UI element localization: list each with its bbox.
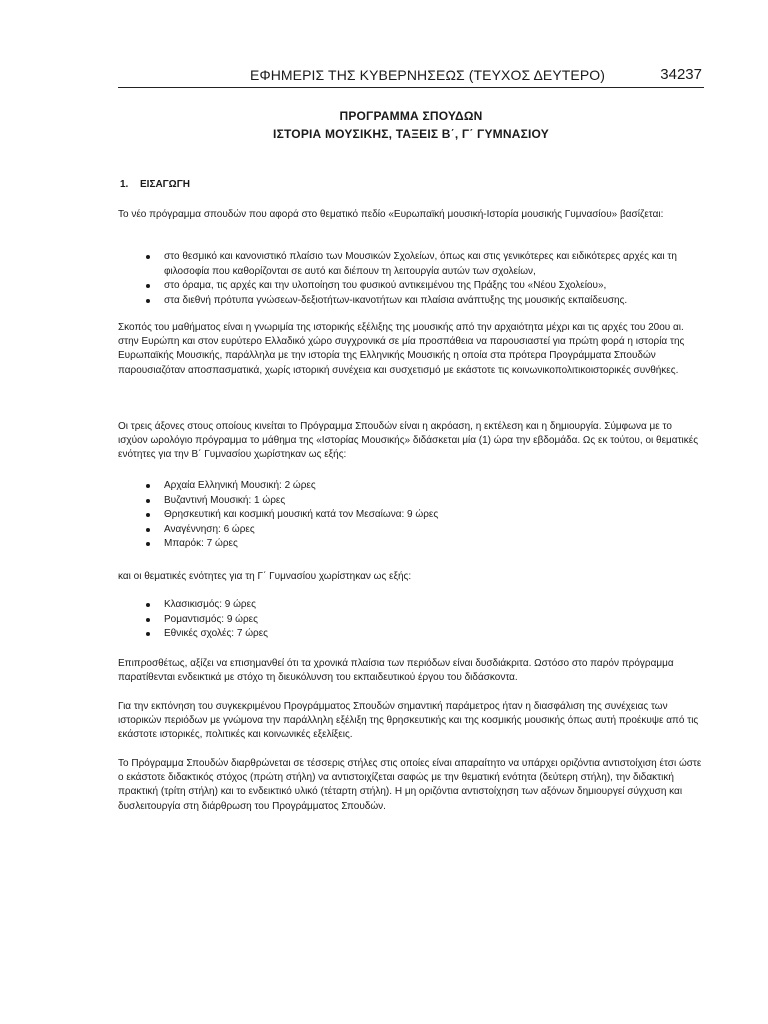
foundations-list <box>118 250 704 308</box>
page-number: 34237 <box>660 66 702 83</box>
paragraph-grade-c-intro <box>118 570 704 584</box>
paragraph-moreover <box>118 657 704 685</box>
bullet-icon <box>146 484 150 488</box>
bullet-icon <box>146 255 150 259</box>
list-item <box>118 598 704 613</box>
paragraph-purpose <box>118 321 704 378</box>
list-item-text: στο όραμα, τις αρχές και την υλοποίηση του φυσικού αντικειμένου της Πράξης του «Νέου Σχολείου», <box>164 280 607 292</box>
grade-c-units-list <box>118 598 704 642</box>
document-title: ΠΡΟΓΡΑΜΜΑ ΣΠΟΥΔΩΝ <box>339 109 483 123</box>
paragraph-design <box>118 700 704 743</box>
list-item-text: Εθνικές σχολές: 7 ώρες <box>164 628 268 640</box>
page-header <box>118 65 704 88</box>
list-item <box>118 279 704 294</box>
bullet-icon <box>146 499 150 503</box>
list-item-text: Κλασικισμός: 9 ώρες <box>164 599 256 610</box>
section-title: ΕΙΣΑΓΩΓΗ <box>140 179 190 190</box>
bullet-icon <box>146 513 150 517</box>
list-item-text: στο θεσμικό και κανονιστικό πλαίσιο των Μουσικών Σχολείων, όπως και στις γενικότερες και ειδικότερες αρχές και τη φιλοσοφία που καθορίζονται σε αυτό και διέπουν τη λειτουργία αυτών των σχολείων, <box>164 251 677 277</box>
list-item-text: στα διεθνή πρότυπα γνώσεων-δεξιοτήτων-ικανοτήτων και πλαίσια ανάπτυξης της μουσικής εκπαίδευσης. <box>164 294 628 306</box>
list-item <box>118 537 704 552</box>
gazette-title: ΕΦΗΜΕΡΙΣ ΤΗΣ ΚΥΒΕΡΝΗΣΕΩΣ (ΤΕΥΧΟΣ ΔΕΥΤΕΡΟ) <box>250 67 606 83</box>
document-subtitle: ΙΣΤΟΡΙΑ ΜΟΥΣΙΚΗΣ, ΤΑΞΕΙΣ Β΄, Γ΄ ΓΥΜΝΑΣΙΟΥ <box>273 127 549 141</box>
bullet-icon <box>146 618 150 622</box>
bullet-icon <box>146 528 150 532</box>
list-item <box>118 508 704 523</box>
section-number: 1. <box>120 179 129 190</box>
bullet-icon <box>146 284 150 288</box>
paragraph-text: Για την εκπόνηση του συγκεκριμένου Προγράμματος Σπουδών σημαντική παράμετρος ήταν η διασφάλιση της συνέχειας των ιστορικών περιόδων με γνώμονα την παράλληλη εξέλιξη της θρησκευτικής και της κοσμικής μουσικής όπως αυτή προέκυψε από τις εκάστοτε ιστορικές, πολιτικές και κοινωνικές εξελίξεις. <box>118 701 699 741</box>
list-item <box>118 479 704 494</box>
paragraph-text: Επιπροσθέτως, αξίζει να επισημανθεί ότι τα χρονικά πλαίσια των περιόδων είναι δυσδιάκριτα. Ωστόσο στο παρόν πρόγραμμα παρατίθενται ενδεικτικά με στόχο τη διευκόλυνση του εκπαιδευτικού έργου του διδάσκοντα. <box>118 658 674 684</box>
section-heading <box>120 179 190 190</box>
list-item <box>118 523 704 538</box>
paragraph-text: Σκοπός του μαθήματος είναι η γνωριμία της ιστορικής εξέλιξης της μουσικής από την αρχαιότητα μέχρι και τις αρχές του 20ου αι. στην Ευρώπη και στον ευρύτερο Ελλαδικό χώρο συγχρονικά σε μία προσπάθεια να παρουσιαστεί για πρώτη φορά η ιστορία της Ευρωπαϊκής Μουσικής, παράλληλα με την ιστορία της Ελληνικής Μουσικής η οποία στα πρότερα Προγράμματα Σπουδών παρουσιαζόταν αποσπασματικά, χωρίς ιστορική συνέχεια και συσχετισμό με εκάστοτε τις κοινωνικοπολιτικοιστορικές συνθήκες. <box>118 322 685 376</box>
list-item-text: Θρησκευτική και κοσμική μουσική κατά τον Μεσαίωνα: 9 ώρες <box>164 509 439 521</box>
bullet-icon <box>146 299 150 303</box>
grade-b-units-list <box>118 479 704 552</box>
list-item-text: Μπαρόκ: 7 ώρες <box>164 538 238 550</box>
list-item-text: Ρομαντισμός: 9 ώρες <box>164 613 258 625</box>
paragraph-text: και οι θεματικές ενότητες για τη Γ΄ Γυμνασίου χωρίστηκαν ως εξής: <box>118 571 412 582</box>
list-item-text: Αρχαία Ελληνική Μουσική: 2 ώρες <box>164 480 316 491</box>
list-item <box>118 294 704 309</box>
list-item <box>118 494 704 509</box>
paragraph-intro <box>118 208 704 222</box>
paragraph-axes <box>118 420 704 463</box>
paragraph-structure <box>118 757 704 814</box>
paragraph-text: Το νέο πρόγραμμα σπουδών που αφορά στο θεματικό πεδίο «Ευρωπαϊκή μουσική-Ιστορία μουσικής Γυμνασίου» βασίζεται: <box>118 209 664 220</box>
list-item-text: Αναγέννηση: 6 ώρες <box>164 523 255 535</box>
list-item <box>118 627 704 642</box>
paragraph-text: Οι τρεις άξονες στους οποίους κινείται το Πρόγραμμα Σπουδών είναι η ακρόαση, η εκτέλεση και η δημιουργία. Σύμφωνα με το ισχύον ωρολόγιο πρόγραμμα το μάθημα της «Ιστορίας Μουσικής» διδάσκεται μία (1) ώρα την εβδομάδα. Ως εκ τούτου, οι θεματικές ενότητες για την Β΄ Γυμνασίου χωρίστηκαν ως εξής: <box>118 421 699 461</box>
list-item-text: Βυζαντινή Μουσική: 1 ώρες <box>164 494 286 506</box>
bullet-icon <box>146 603 150 607</box>
bullet-icon <box>146 632 150 636</box>
bullet-icon <box>146 542 150 546</box>
list-item <box>118 250 704 279</box>
list-item <box>118 613 704 628</box>
paragraph-text: Το Πρόγραμμα Σπουδών διαρθρώνεται σε τέσσερις στήλες στις οποίες είναι απαραίτητο να υπάρχει οριζόντια αντιστοίχιση έτσι ώστε ο εκάστοτε διδακτικός στόχος (πρώτη στήλη) να αντιστοιχίζεται σαφώς με την θεματική ενότητα (δεύτερη στήλη), την διδακτική πρακτική (τρίτη στήλη) και το ενδεικτικό υλικό (τέταρτη στήλη). Η μη οριζόντια αντιστοίχηση των αξόνων δημιουργεί σύγχυση και δυσλειτουργία στη διάρθρωση του Προγράμματος Σπουδών. <box>118 758 702 812</box>
